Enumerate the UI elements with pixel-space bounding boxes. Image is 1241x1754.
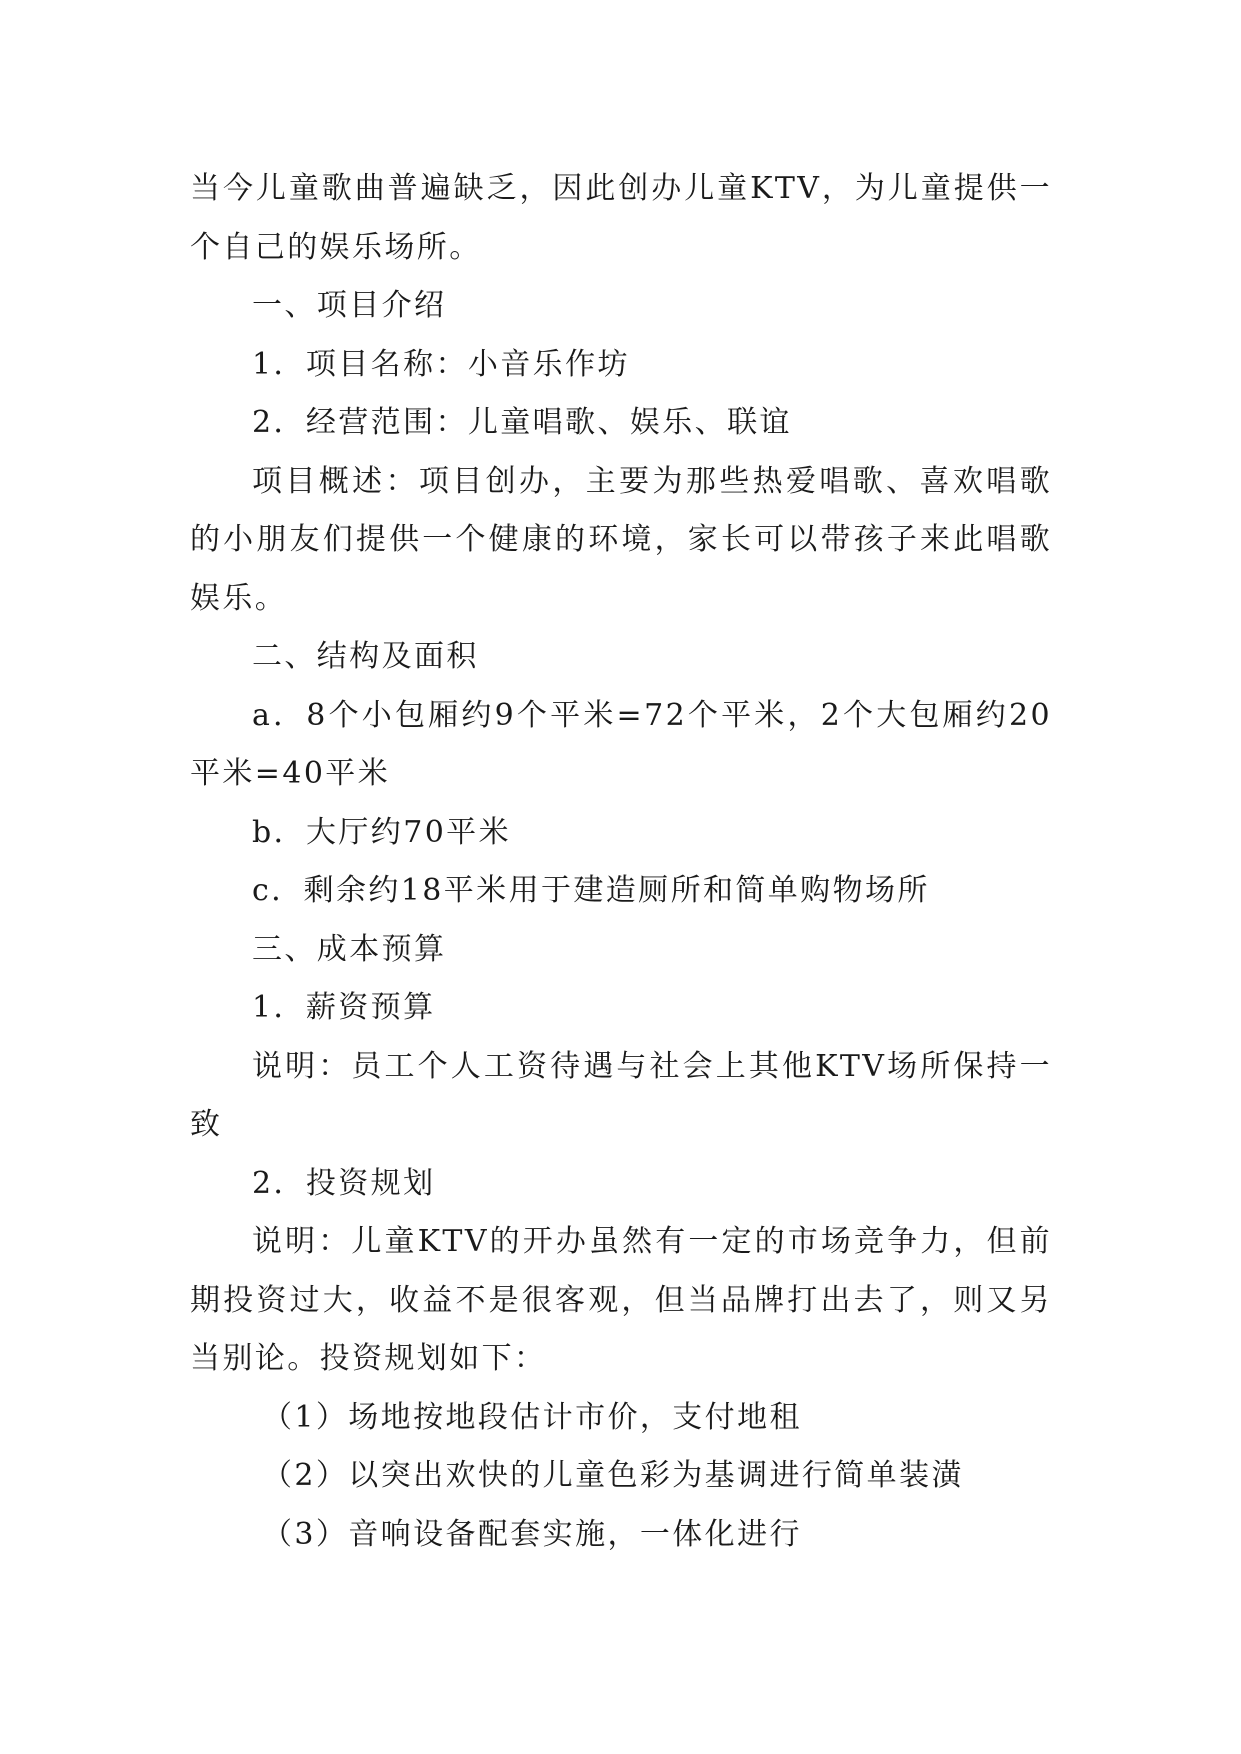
paragraph-overview: 项目概述：项目创办，主要为那些热爱唱歌、喜欢唱歌的小朋友们提供一个健康的环境，家长可以带孩子来此唱歌娱乐。 <box>190 463 1052 616</box>
item-remaining-area: c．剩余约18平米用于建造厕所和简单购物场所 <box>252 873 930 908</box>
plan-item-1: （1）场地按地段估计市价，支付地租 <box>262 1399 802 1435</box>
item-project-name: 1．项目名称：小音乐作坊 <box>252 346 630 382</box>
heading-section-3: 三、成本预算 <box>252 931 447 967</box>
plan-item-3: （3）音响设备配套实施，一体化进行 <box>262 1516 802 1552</box>
heading-section-2: 二、结构及面积 <box>252 639 479 674</box>
item-investment-plan: 2．投资规划 <box>252 1165 436 1201</box>
heading-section-1: 一、项目介绍 <box>252 288 447 323</box>
item-rooms-area: a．8个小包厢约9个平米=72个平米，2个大包厢约20平米=40平米 <box>190 697 1052 791</box>
note-investment: 说明：儿童KTV的开办虽然有一定的市场竞争力，但前期投资过大，收益不是很客观，但当品牌打出去了，则又另当别论。投资规划如下： <box>190 1224 1052 1376</box>
paragraph-intro: 当今儿童歌曲普遍缺乏，因此创办儿童KTV，为儿童提供一个自己的娱乐场所。 <box>190 171 1052 265</box>
item-hall-area: b．大厅约70平米 <box>252 814 511 850</box>
note-salary: 说明：员工个人工资待遇与社会上其他KTV场所保持一致 <box>190 1048 1052 1142</box>
plan-item-2: （2）以突出欢快的儿童色彩为基调进行简单装潢 <box>262 1458 964 1493</box>
item-business-scope: 2．经营范围：儿童唱歌、娱乐、联谊 <box>252 405 792 440</box>
document-body <box>190 160 1052 1564</box>
item-salary-budget: 1．薪资预算 <box>252 990 436 1025</box>
